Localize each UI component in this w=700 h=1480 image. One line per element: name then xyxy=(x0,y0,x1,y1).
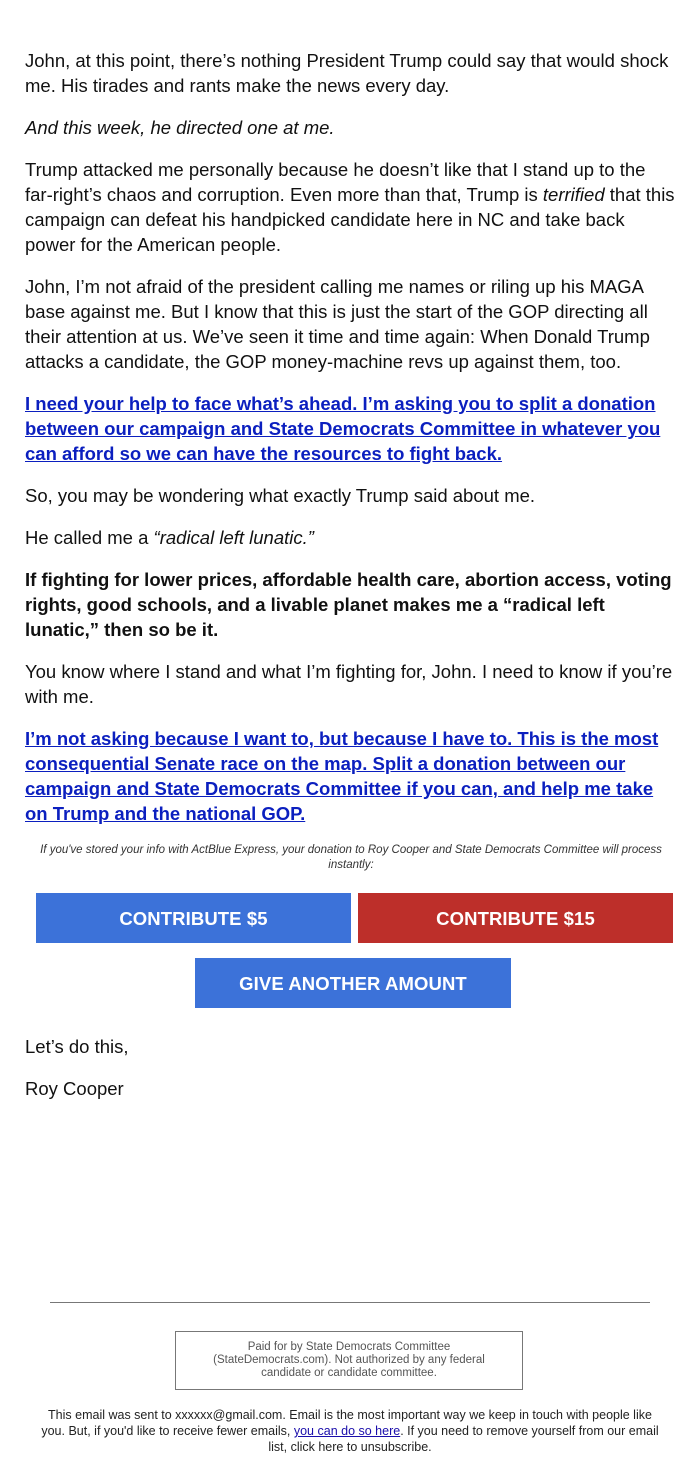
paragraph-not-afraid: John, I’m not afraid of the president calling me names or riling up his MAGA base against me. But I know that this is just the start of the GOP directing all their attention at us. We’ve seen it time and time again: When Donald Trump attacks a candidate, the GOP money-machine revs up against them, too. xyxy=(25,276,650,372)
another-amount-row xyxy=(25,958,677,1008)
actblue-express-note: If you've stored your info with ActBlue Express, your donation to Roy Cooper and State Democrats Committee will process instantly: xyxy=(40,844,662,871)
paid-for-disclaimer xyxy=(175,1331,523,1390)
text-segment: Trump attacked me personally because he doesn’t like that I stand up to the far-right’s chaos and corruption. Even more than that, Trump is xyxy=(25,159,646,205)
quote-radical: “radical left lunatic.” xyxy=(153,527,314,548)
text-segment: He called me a xyxy=(25,527,154,548)
footer-notice xyxy=(40,1407,660,1455)
footer-divider xyxy=(50,1302,650,1303)
emphasis-terrified: terrified xyxy=(542,184,605,205)
paragraph-donate-link-2 xyxy=(25,726,677,826)
paid-for-text: Paid for by State Democrats Committee (StateDemocrats.com). Not authorized by any federal candidate or candidate committee. xyxy=(213,1341,485,1379)
footer-text-segment: . If you need to remove yourself from our email list, click here to unsubscribe. xyxy=(268,1424,659,1454)
paragraph-directed xyxy=(25,115,677,140)
paragraph-intro: John, at this point, there’s nothing President Trump could say that would shock me. His tirades and rants make the news every day. xyxy=(25,50,669,96)
paragraph-called-me xyxy=(25,525,677,550)
footer-text-segment: This email was sent to xxxxxx@gmail.com. Email is the most important way we keep in touch with people like you. But, if you'd like to receive fewer emails, xyxy=(41,1408,652,1438)
donate-link-senate-race[interactable]: I’m not asking because I want to, but because I have to. This is the most consequential Senate race on the map. Split a donation between our campaign and State Democrats Committee if you can, and help me take on Trump and the national GOP. xyxy=(25,728,659,824)
paragraph-wondering: So, you may be wondering what exactly Trump said about me. xyxy=(25,485,536,506)
fewer-emails-link[interactable]: you can do so here xyxy=(293,1424,401,1438)
email-body xyxy=(25,48,677,1118)
signature: Roy Cooper xyxy=(25,1078,124,1099)
signoff: Let’s do this, xyxy=(25,1036,129,1057)
paragraph-so-be-it: If fighting for lower prices, affordable health care, abortion access, voting rights, good schools, and a livable planet makes me a “radical left lunatic,” then so be it. xyxy=(25,569,672,640)
text-segment: that this campaign can defeat his handpicked candidate here in NC and take back power for the American people. xyxy=(25,184,675,255)
donate-link-split[interactable]: I need your help to face what’s ahead. I’m asking you to split a donation between our campaign and State Democrats Committee in whatever you can afford so we can have the resources to fight back. xyxy=(25,393,661,464)
contribute-button-row xyxy=(36,893,673,943)
italic-text: And this week, he directed one at me. xyxy=(25,117,335,138)
paragraph-attack xyxy=(25,157,677,257)
contribute-5-button[interactable]: CONTRIBUTE $5 xyxy=(36,893,351,943)
give-another-amount-button[interactable]: GIVE ANOTHER AMOUNT xyxy=(195,958,511,1008)
contribute-15-button[interactable]: CONTRIBUTE $15 xyxy=(358,893,673,943)
paragraph-where-i-stand: You know where I stand and what I’m fighting for, John. I need to know if you’re with me. xyxy=(25,661,673,707)
paragraph-donate-link-1 xyxy=(25,391,677,466)
